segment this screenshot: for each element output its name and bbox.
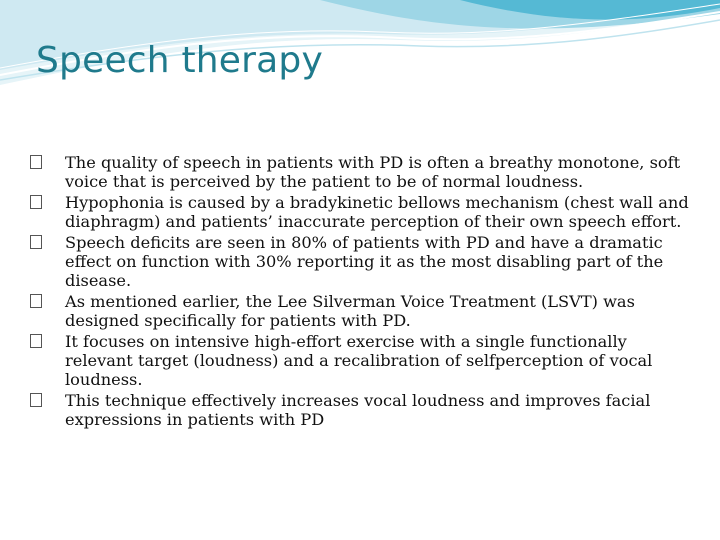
bullet-box-icon bbox=[30, 235, 42, 249]
bullet-text: Speech deficits are seen in 80% of patients with PD and have a dramatic effect on function with 30% reporting it as the most disabling part of the disease. bbox=[65, 233, 664, 290]
bullet-item bbox=[30, 391, 690, 429]
bullet-box-icon bbox=[30, 334, 42, 348]
bullet-box-icon bbox=[30, 195, 42, 209]
slide-title: Speech therapy bbox=[36, 40, 323, 81]
bullet-box-icon bbox=[30, 393, 42, 407]
bullet-item bbox=[30, 292, 690, 330]
bullet-text: As mentioned earlier, the Lee Silverman Voice Treatment (LSVT) was designed specifically for patients with PD. bbox=[65, 292, 635, 330]
bullet-item bbox=[30, 193, 690, 231]
bullet-box-icon bbox=[30, 294, 42, 308]
bullet-item bbox=[30, 153, 690, 191]
bullet-text: This technique effectively increases vocal loudness and improves facial expressions in patients with PD bbox=[65, 391, 651, 429]
bullet-text: It focuses on intensive high-effort exercise with a single functionally relevant target (loudness) and a recalibration of selfperception of vocal loudness. bbox=[65, 332, 653, 389]
bullet-text: Hypophonia is caused by a bradykinetic bellows mechanism (chest wall and diaphragm) and patients’ inaccurate perception of their own speech effort. bbox=[65, 193, 689, 231]
bullet-item bbox=[30, 233, 690, 290]
bullet-list bbox=[30, 153, 690, 431]
bullet-item bbox=[30, 332, 690, 389]
bullet-box-icon bbox=[30, 155, 42, 169]
bullet-text: The quality of speech in patients with PD is often a breathy monotone, soft voice that is perceived by the patient to be of normal loudness. bbox=[65, 153, 681, 191]
